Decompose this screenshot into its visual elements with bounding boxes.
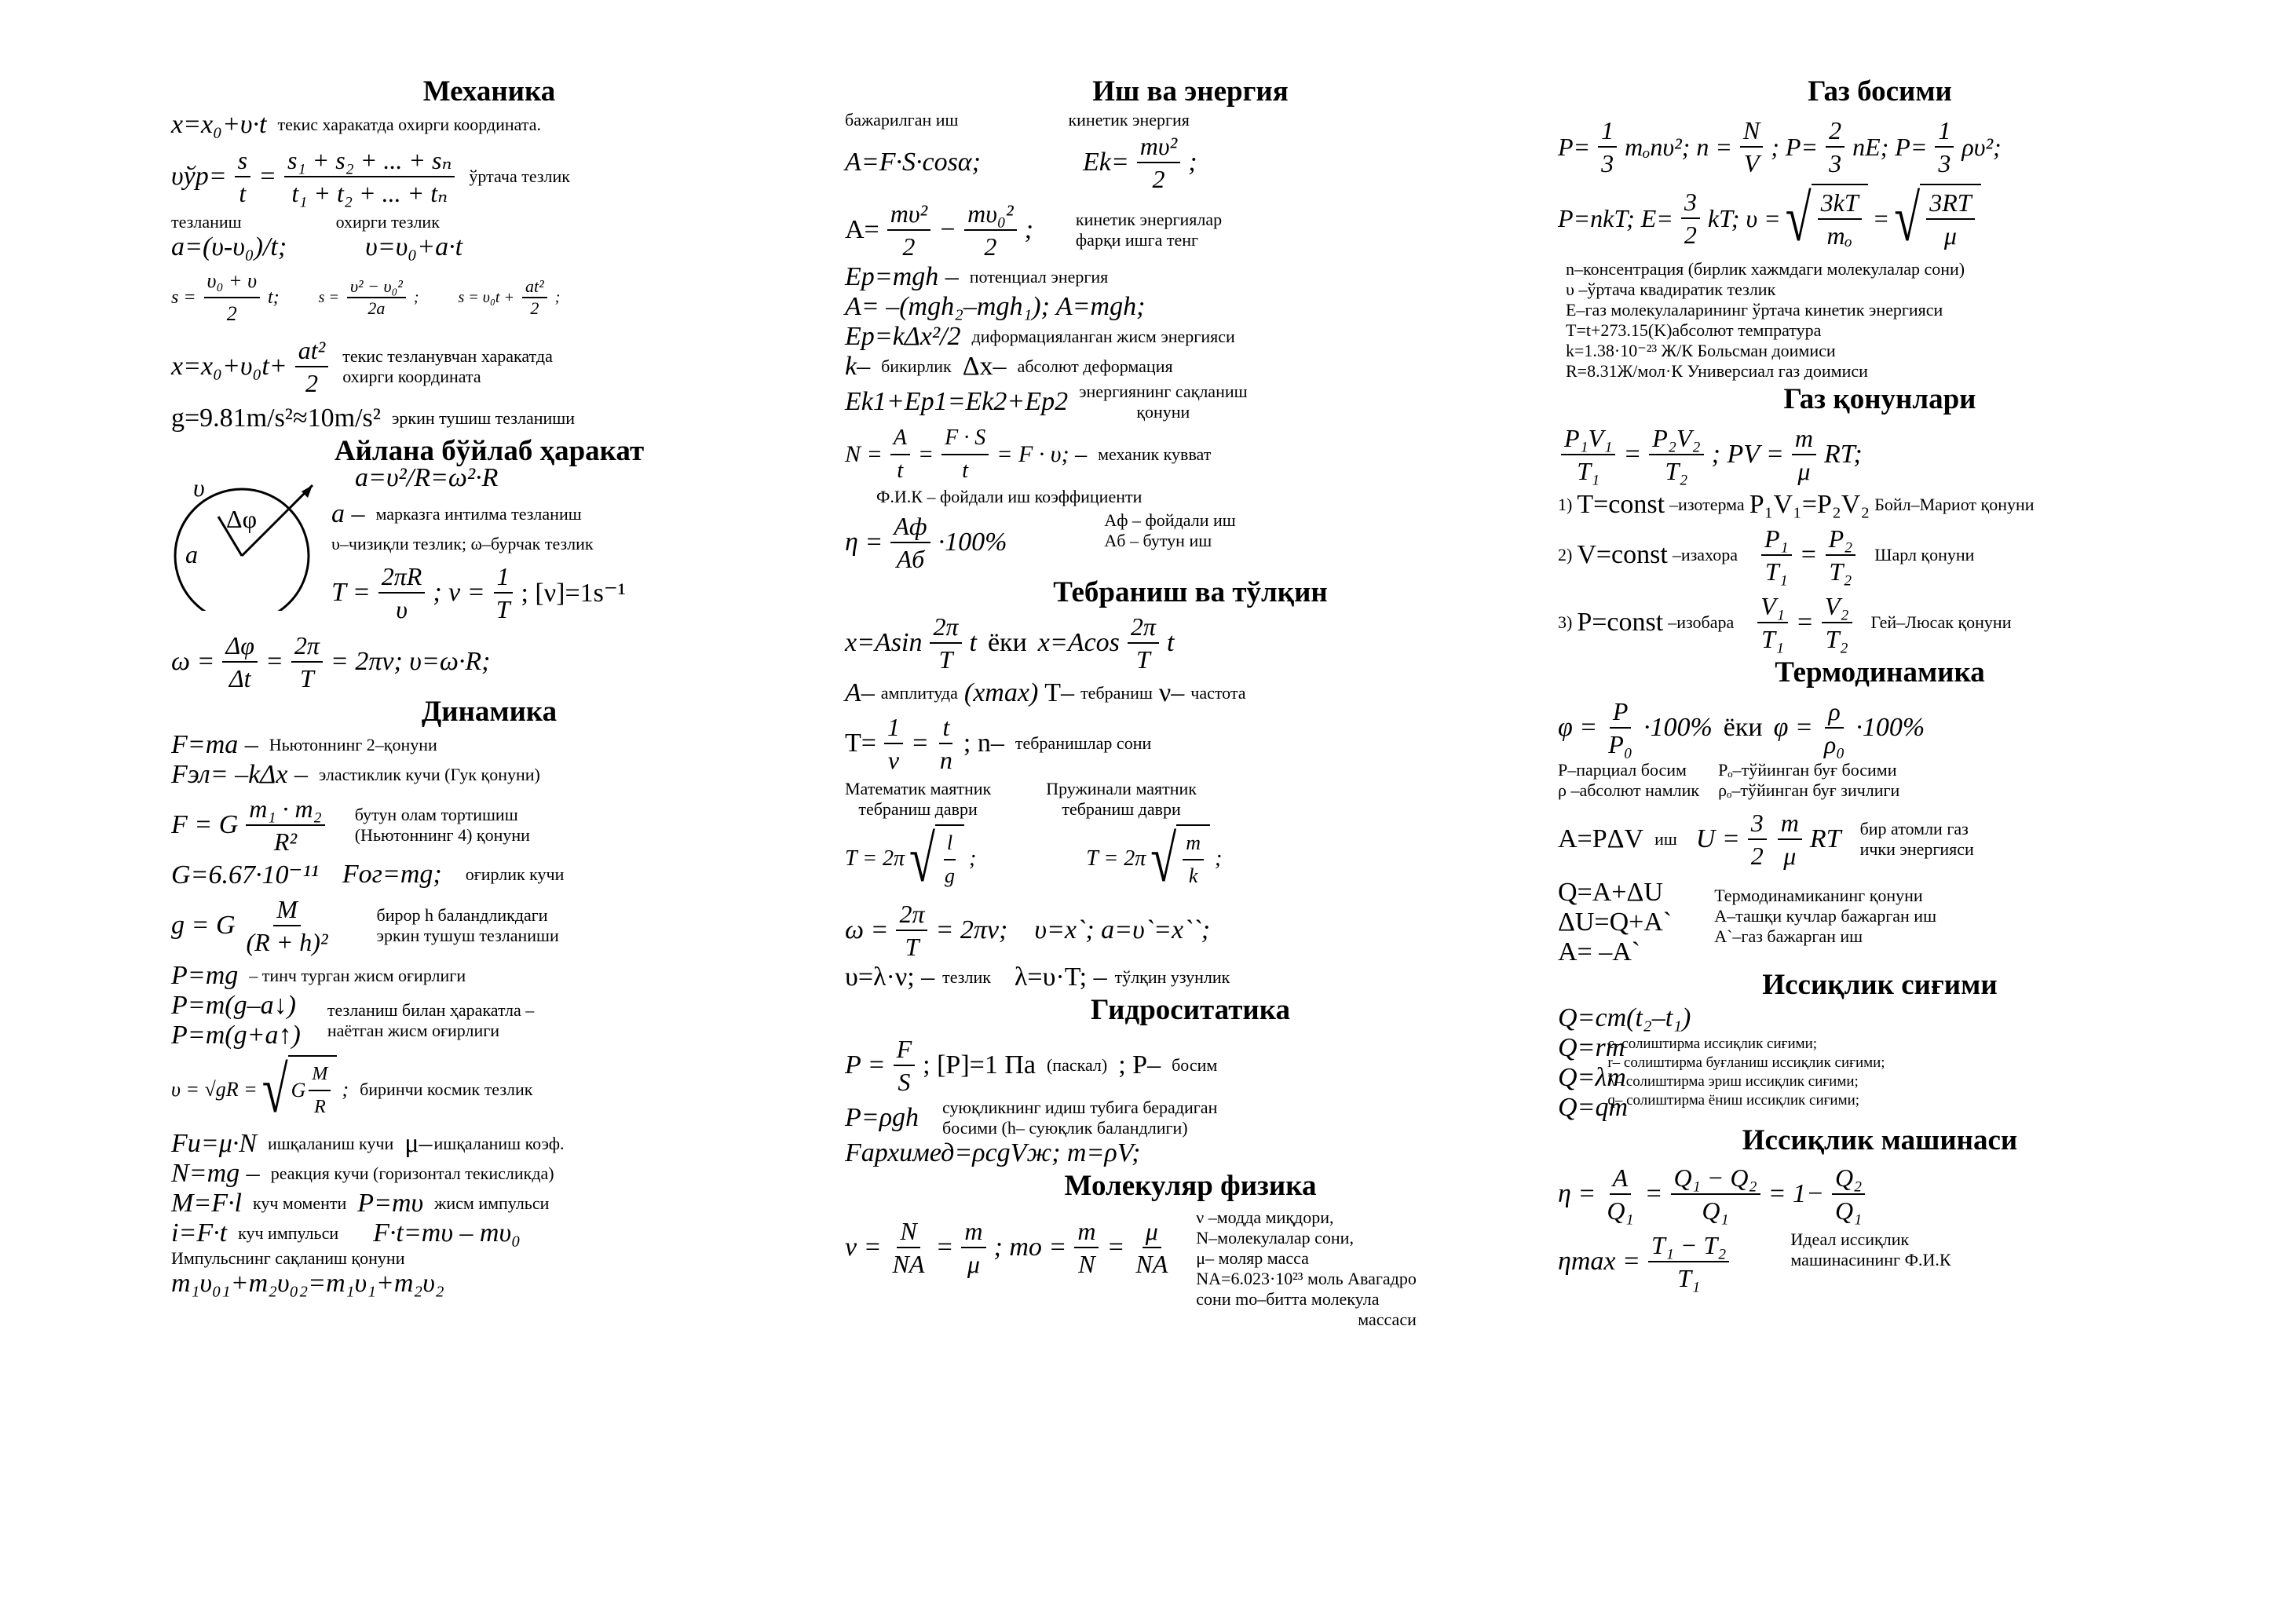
formula-gravity-g: g=9.81m/s²≈10m/s² <box>171 404 381 433</box>
label-delta-phi: Δφ <box>226 505 258 533</box>
formula-gravitation: F = G $\frac{\text{m₁ · m₂}}{\text{R²}}$ <box>171 793 328 857</box>
formula-engine-efficiency: η = $\frac{A}{\text{Q₁}}$ = $\frac{\text{Q₁ − Q₂}}{\text{Q₁}}$ = 1− $\frac{\text{Q₂}}{\text{Q₁}}$ <box>1558 1162 1868 1226</box>
note-isobaric: –изобара <box>1668 612 1735 632</box>
label-spring-pendulum-2: тебраниш даври <box>1062 799 1181 819</box>
formula-distance-3: s = υ₀t + $\frac{\text{at²}}{2}$ ; <box>458 276 561 318</box>
label-work: бажарилган иш <box>845 110 959 130</box>
formula-harmonic-cos: x=Acos $\frac{2\pi}{T}$ t <box>1037 612 1175 674</box>
note-absolute-humidity: ρ –абсолют намлик <box>1558 780 1700 800</box>
note-friction: ишқаланиш кучи <box>267 1134 394 1153</box>
formula-moment: M=F·l <box>171 1189 242 1218</box>
formula-elastic-energy: Ep=kΔx²/2 <box>845 322 961 351</box>
formula-spring-pendulum: T = 2π √ $\frac{m}{k}$ ; <box>1086 822 1223 896</box>
note-gas-2: υ –ўртача квадиратик тезлик <box>1566 279 1776 299</box>
formula-hooke: Fэл= –kΔx – <box>171 760 308 789</box>
note-hydrostatic-1: суюқликнинг идиш тубига берадиган <box>942 1098 1218 1117</box>
formula-impulse-momentum: F·t=mυ – mυ₀ <box>373 1218 521 1248</box>
heading-mechanics: Механика <box>422 75 556 108</box>
note-potential-energy: потенциал энергия <box>969 267 1109 287</box>
formula-energy-conservation: Ek1+Ep1=Ek2+Ep2 <box>845 387 1069 416</box>
formula-potential-energy: Ep=mgh – <box>845 262 959 291</box>
formula-humidity-pressure: φ = $\frac{P}{\text{P₀}}$ ·100% <box>1558 697 1713 758</box>
formula-heat-specific: Q=cm(t₂–t₁) <box>1558 1003 1691 1032</box>
formula-momentum-conservation: m₁υ₀₁+m₂υ₀₂=m₁υ₁+m₂υ₂ <box>171 1269 444 1298</box>
formula-final-velocity: υ=υ₀+a·t <box>365 232 463 261</box>
note-gay-lussac: Гей–Люсак қонуни <box>1870 612 2012 632</box>
note-energy-conservation-1: энергиянинг сақланиш <box>1079 382 1248 401</box>
formula-isochoric: V=const <box>1577 540 1668 569</box>
formula-harmonic-sin: x=Asin $\frac{2\pi}{T}$ t <box>845 612 977 674</box>
note-coordinate: текис харакатда охирги координата. <box>277 115 542 134</box>
note-impulse: куч импульси <box>238 1223 339 1243</box>
heading-oscillation: Тебраниш ва тўлқин <box>1053 576 1328 608</box>
note-isochoric: –изахора <box>1672 545 1738 564</box>
symbol-period: T– <box>1044 678 1075 707</box>
formula-friction: Fи=μ·N <box>171 1129 257 1158</box>
formula-weight: P=mg <box>171 961 239 990</box>
formula-isothermal: T=const <box>1577 490 1665 519</box>
formula-first-law: Q=A+ΔU <box>1558 878 1663 907</box>
label-kinetic-energy: кинетик энергия <box>1068 110 1190 130</box>
heading-heat-capacity: Иссиқлик сиғими <box>1762 969 1998 1001</box>
formula-humidity-density: φ = $\frac{\rho}{\text{ρ₀}}$ ·100% <box>1773 697 1925 758</box>
note-isothermal: –изотерма <box>1669 495 1745 514</box>
formula-weight-up: P=m(g+a↑) <box>171 1021 301 1050</box>
formula-kinetic-energy: Ek= $\frac{\text{mυ²}}{2}$ ; <box>1082 132 1197 193</box>
note-gas-3: E–газ молекулаларининг ўртача кинетик энергияси <box>1566 300 1943 320</box>
label-a: a <box>185 540 198 568</box>
formula-heat-combustion: Q=qm <box>1558 1093 1629 1122</box>
formula-gas-pressure: P= $\frac{1}{3}$ mₒnυ²; n = $\frac{N}{V}$ ; P= $\frac{2}{3}$ nE; P= $\frac{1}{3}$ ρυ²; <box>1558 116 2002 177</box>
note-momentum-conservation: Импульснинг сақланиш қонуни <box>171 1248 405 1268</box>
note-molecular-4: NA=6.023·10²³ моль Авагадро <box>1196 1269 1417 1288</box>
note-g-height-1: бирор h баландликдаги <box>376 905 548 925</box>
note-vaporization-heat: r– солиштирма буғланиш иссиқлик сиғими; <box>1607 1054 1885 1071</box>
heading-gas-pressure: Газ босими <box>1808 75 1952 108</box>
word-or-2: ёки <box>1723 713 1763 742</box>
note-useful-work: Aф – фойдали иш <box>1104 510 1236 530</box>
formula-weight-force: Fог=mg; <box>342 860 442 889</box>
formula-avg-speed: υўр= $\frac{s}{t}$ = $\frac{\text{s₁ + s₂ + ... + sₙ}}{\text{t₁ + t₂ + ... + tₙ}}$ <box>171 144 458 209</box>
note-wave-speed: тезлик <box>942 967 991 987</box>
note-gas-work: иш <box>1654 829 1677 849</box>
formula-G-constant: G=6.67·10⁻¹¹ <box>171 860 319 890</box>
label-efficiency: Ф.И.К – фойдали иш коэффициенти <box>876 487 1143 506</box>
heading-thermodynamics: Термодинамика <box>1775 656 1985 689</box>
note-gas-4: T=t+273.15(K)абсолют темпратура <box>1566 320 1822 340</box>
note-gas-6: R=8.31Ж/мол·К Универсиал газ доимиси <box>1566 361 1868 381</box>
note-carnot-2: машинасининг Ф.И.К <box>1790 1250 1951 1269</box>
index-2: 2) <box>1558 545 1573 564</box>
label-math-pendulum-1: Математик маятник <box>845 779 992 798</box>
formula-charles: $\frac{\text{P₁}}{\text{T₁}}$ = $\frac{\text{P₂}}{\text{T₂}}$ <box>1758 523 1859 587</box>
formula-uniform-accel-coord: x=x₀+υ₀t+ $\frac{\text{at²}}{2}$ <box>171 334 331 399</box>
label-upsilon: υ <box>193 473 205 502</box>
formula-heat-vaporization: Q=rm <box>1558 1033 1625 1062</box>
note-amplitude: амплитуда <box>880 683 958 703</box>
note-gas-5: k=1.38·10⁻²³ Ж/К Больсман доимиси <box>1566 341 1836 360</box>
symbol-k: k– <box>845 352 871 381</box>
note-weight-accel-2: наётган жисм оғирлиги <box>327 1021 500 1040</box>
note-energy-conservation-2: қонуни <box>1136 402 1190 422</box>
note-weight-force: оғирлик кучи <box>465 864 565 884</box>
label-final-velocity: охирги тезлик <box>335 212 440 232</box>
note-molecular-6: массаси <box>1358 1310 1417 1329</box>
note-saturated-density: ρₒ–тўйинган буғ зичлиги <box>1718 780 1900 800</box>
symbol-frequency: ν– <box>1158 678 1185 707</box>
formula-boyle: P₁V₁=P₂V₂ <box>1749 490 1870 519</box>
note-specific-heat: c–солиштирма иссиқлик сиғими; <box>1607 1036 1818 1052</box>
note-internal-energy-1: бир атомли газ <box>1859 819 1969 838</box>
formula-weight-down: P=m(g–a↓) <box>171 991 296 1020</box>
note-power: механик кувват <box>1098 444 1212 464</box>
formula-angular-freq: ω = $\frac{2\pi}{T}$ = 2πν; <box>845 900 1008 961</box>
heading-molecular-physics: Молекуляр физика <box>1064 1170 1317 1202</box>
formula-distance-2: s = $\frac{\text{υ² − υ₀²}}{2a}$ ; <box>318 276 419 318</box>
formula-wave-speed: υ=λ·ν; – <box>845 963 935 992</box>
symbol-mu: μ– <box>404 1129 433 1158</box>
note-gravitation-1: бутун олам тортишиш <box>354 805 518 824</box>
note-fusion-heat: λ– солиштирма эриш иссиқлик сиғими; <box>1607 1073 1859 1090</box>
note-linear-angular-velocity: υ–чизиқли тезлик; ω–бурчак тезлик <box>331 534 594 553</box>
note-cosmic-velocity: биринчи космик тезлик <box>360 1080 533 1099</box>
note-gravity-g: эркин тушиш тезланиши <box>391 408 575 428</box>
formula-carnot: ηmax = $\frac{\text{T₁ − T₂}}{\text{T₁}}$ <box>1558 1229 1732 1294</box>
note-boyle: Бойл–Мариот қонуни <box>1874 495 2035 514</box>
note-centripetal: марказга интилма тезланиш <box>375 504 582 524</box>
formula-cosmic-velocity: υ = √gR = √ G $\frac{M}{R}$ ; <box>171 1053 349 1127</box>
note-deformation: абсолют деформация <box>1017 356 1173 376</box>
formula-derivatives: υ=x`; a=υ`=x``; <box>1034 915 1211 944</box>
formula-momentum: P=mυ <box>357 1189 424 1218</box>
formula-archimedes: Fархимед=ρcgVж; m=ρV; <box>845 1138 1141 1167</box>
column-mechanics <box>171 74 807 1565</box>
formula-g-height: g = G $\frac{M}{\text{(R + h)²}}$ <box>171 895 328 956</box>
note-partial-pressure: P–парциал босим <box>1558 760 1687 780</box>
heading-work-energy: Иш ва энергия <box>1092 75 1289 108</box>
label-math-pendulum-2: тебраниш даври <box>858 799 978 819</box>
formula-gas-energy-speed: P=nkT; E= $\frac{3}{2}$ kT; υ = √ $\frac{3kT}{\text{mₒ}}$ = √ $\frac{3RT}{\mu}$ <box>1558 184 1981 253</box>
formula-potential-work: A= –(mgh₂–mgh₁); A=mgh; <box>845 292 1146 321</box>
note-external-work: A–ташқи кучлар бажарган иш <box>1714 906 1937 926</box>
note-carnot-1: Идеал иссиқлик <box>1790 1229 1910 1249</box>
note-elastic-energy: диформацияланган жисм энергияси <box>971 327 1235 346</box>
note-newton-2: Ньютоннинг 2–қонуни <box>269 735 437 754</box>
formula-gay-lussac: $\frac{\text{V₁}}{\text{T₁}}$ = $\frac{\text{V₂}}{\text{T₂}}$ <box>1754 590 1855 655</box>
formula-isobaric: P=const <box>1577 608 1664 637</box>
note-thermo-law: Термодинамиканинг қонуни <box>1714 886 1923 905</box>
note-internal-energy-2: ички энергияси <box>1859 839 1974 859</box>
formula-newton-2: F=ma – <box>171 730 258 759</box>
heading-hydrostatics: Гидроситатика <box>1091 994 1290 1026</box>
note-hooke: эластиклик кучи (Гук қонуни) <box>318 765 540 784</box>
note-weight-accel-1: тезланиш билан ҳаракатла – <box>327 1000 535 1020</box>
formula-internal-energy: U = $\frac{3}{2}$ $\frac{m}{\mu}$ RT <box>1695 809 1841 870</box>
symbol-xmax: (xmax) <box>963 678 1039 707</box>
label-acceleration: тезланиш <box>171 212 242 232</box>
note-stiffness: бикирлик <box>881 356 952 376</box>
formula-coordinate: x=x₀+υ·t <box>171 110 267 139</box>
note-gas-done-work: A`–газ бажарган иш <box>1714 926 1863 946</box>
formula-work-energy-theorem: A= $\frac{\text{mυ²}}{2}$ − $\frac{\text{mυ₀²}}{2}$ ; <box>845 199 1033 261</box>
note-gravitation-2: (Ньютоннинг 4) қонуни <box>354 825 530 845</box>
formula-math-pendulum: T = 2π √ $\frac{l}{g}$ ; <box>845 822 977 896</box>
formula-acceleration: a=(υ-υ₀)/t; <box>171 232 287 261</box>
note-moment: куч моменти <box>252 1193 347 1213</box>
formula-angular-velocity: ω = $\frac{\Delta\varphi}{\Delta t}$ = $\frac{2\pi}{T}$ = 2πν; υ=ω·R; <box>171 631 491 692</box>
label-spring-pendulum-1: Пружинали маятник <box>1046 779 1197 798</box>
heading-gas-laws: Газ қонунлари <box>1783 383 1976 415</box>
symbol-a: a – <box>331 499 365 528</box>
note-charles: Шарл қонуни <box>1874 545 1975 564</box>
heading-dynamics: Динамика <box>421 696 558 728</box>
note-gas-1: n–консентрация (бирлик хажмдаги молекулалар сони) <box>1566 259 1965 279</box>
formula-ideal-gas: $\frac{\text{P₁V₁}}{\text{T₁}}$ = $\frac{\text{P₂V₂}}{\text{T₂}}$ ; PV = $\frac{m}{\mu}$ RT; <box>1558 422 1863 487</box>
note-pressure: босим <box>1172 1055 1218 1075</box>
formula-internal-change: ΔU=Q+A` <box>1558 908 1673 937</box>
formula-power: N = $\frac{A}{t}$ = $\frac{F \cdot S}{t}$ = F · υ; – <box>845 422 1087 487</box>
note-molecular-3: μ– моляр масса <box>1196 1248 1309 1268</box>
symbol-pressure: ; P– <box>1118 1050 1161 1080</box>
note-pascal: (паскал) <box>1046 1055 1108 1075</box>
note-combustion-heat: q– солиштирма ёниш иссиқлик сиғими; <box>1607 1092 1860 1109</box>
heading-heat-engine: Иссиқлик машинаси <box>1742 1124 2018 1156</box>
formula-period-freq: T= $\frac{1}{\nu}$ = $\frac{t}{n}$ ; n– <box>845 713 1004 774</box>
note-uniform-accel-2: охирги координата <box>342 367 481 386</box>
formula-heat-fusion: Q=λm <box>1558 1063 1626 1092</box>
formula-gas-work: A=PΔV <box>1558 824 1644 853</box>
circular-motion-diagram <box>171 469 320 611</box>
column-gas-thermo <box>1558 74 2202 1565</box>
note-friction-coef: ишқаланиш коэф. <box>433 1134 565 1153</box>
note-period: тебраниш <box>1080 683 1153 703</box>
note-molecular-2: N–молекулалар сони, <box>1196 1228 1354 1248</box>
formula-hydrostatic: P=ρgh <box>845 1103 919 1132</box>
index-3: 3) <box>1558 612 1573 632</box>
note-molecular-5: сони mo–битта молекула <box>1196 1289 1380 1309</box>
formula-pressure: P = $\frac{F}{S}$ ; [P]=1 Па <box>845 1035 1036 1096</box>
note-weight: – тинч турган жисм оғирлиги <box>249 966 466 985</box>
note-g-height-2: эркин тушуш тезланиши <box>376 926 559 945</box>
note-normal-force: реакция кучи (горизонтал текисликда) <box>270 1164 554 1183</box>
formula-distance-1: s = $\frac{\text{υ₀ + υ}}{2}$ t; <box>171 265 280 330</box>
formula-work: A=F·S·cosα; <box>845 148 981 177</box>
note-hydrostatic-2: босими (h– суюқлик баландлиги) <box>942 1118 1188 1138</box>
note-momentum: жисм импульси <box>434 1193 550 1213</box>
index-1: 1) <box>1558 495 1573 514</box>
note-uniform-accel-1: текис тезланувчан харакатда <box>342 346 553 366</box>
note-oscillation-count: тебранишлар сони <box>1015 733 1152 753</box>
formula-wavelength: λ=υ·T; – <box>1014 963 1107 992</box>
formula-centripetal: a=υ²/R=ω²·R <box>355 463 499 492</box>
note-work-energy-1: кинетик энергиялар <box>1075 210 1223 229</box>
formula-period: T = $\frac{2\pi R}{\upsilon}$ ; ν = $\frac{1}{T}$ ; [ν]=1s⁻¹ <box>331 562 626 623</box>
formula-impulse: i=F·t <box>171 1218 228 1248</box>
formula-work-relation: A= –A` <box>1558 937 1641 966</box>
note-total-work: Aб – бутун иш <box>1104 531 1212 550</box>
formula-efficiency: η = $\frac{Aф}{Aб}$ ·100% <box>845 512 1007 573</box>
note-saturated-pressure: Pₒ–тўйинган буғ босими <box>1718 760 1897 780</box>
formula-amount-substance: ν = $\frac{N}{NA}$ = $\frac{m}{\mu}$ ; mo = $\frac{m}{N}$ = $\frac{\mu}{NA}$ <box>845 1217 1168 1278</box>
note-frequency: частота <box>1190 683 1246 703</box>
note-work-energy-2: фарқи ишга тенг <box>1075 230 1199 250</box>
formula-normal-force: N=mg – <box>171 1159 260 1188</box>
column-work-energy <box>845 74 1536 1565</box>
symbol-dx: Δx– <box>962 352 1007 381</box>
note-wavelength: тўлқин узунлик <box>1114 967 1230 987</box>
note-molecular-1: ν –модда миқдори, <box>1196 1207 1334 1227</box>
heading-circular-motion: Айлана бўйлаб ҳаракат <box>334 435 645 467</box>
symbol-amplitude: A– <box>845 678 875 707</box>
word-or: ёки <box>987 628 1027 657</box>
note-avg-speed: ўртача тезлик <box>469 166 570 186</box>
